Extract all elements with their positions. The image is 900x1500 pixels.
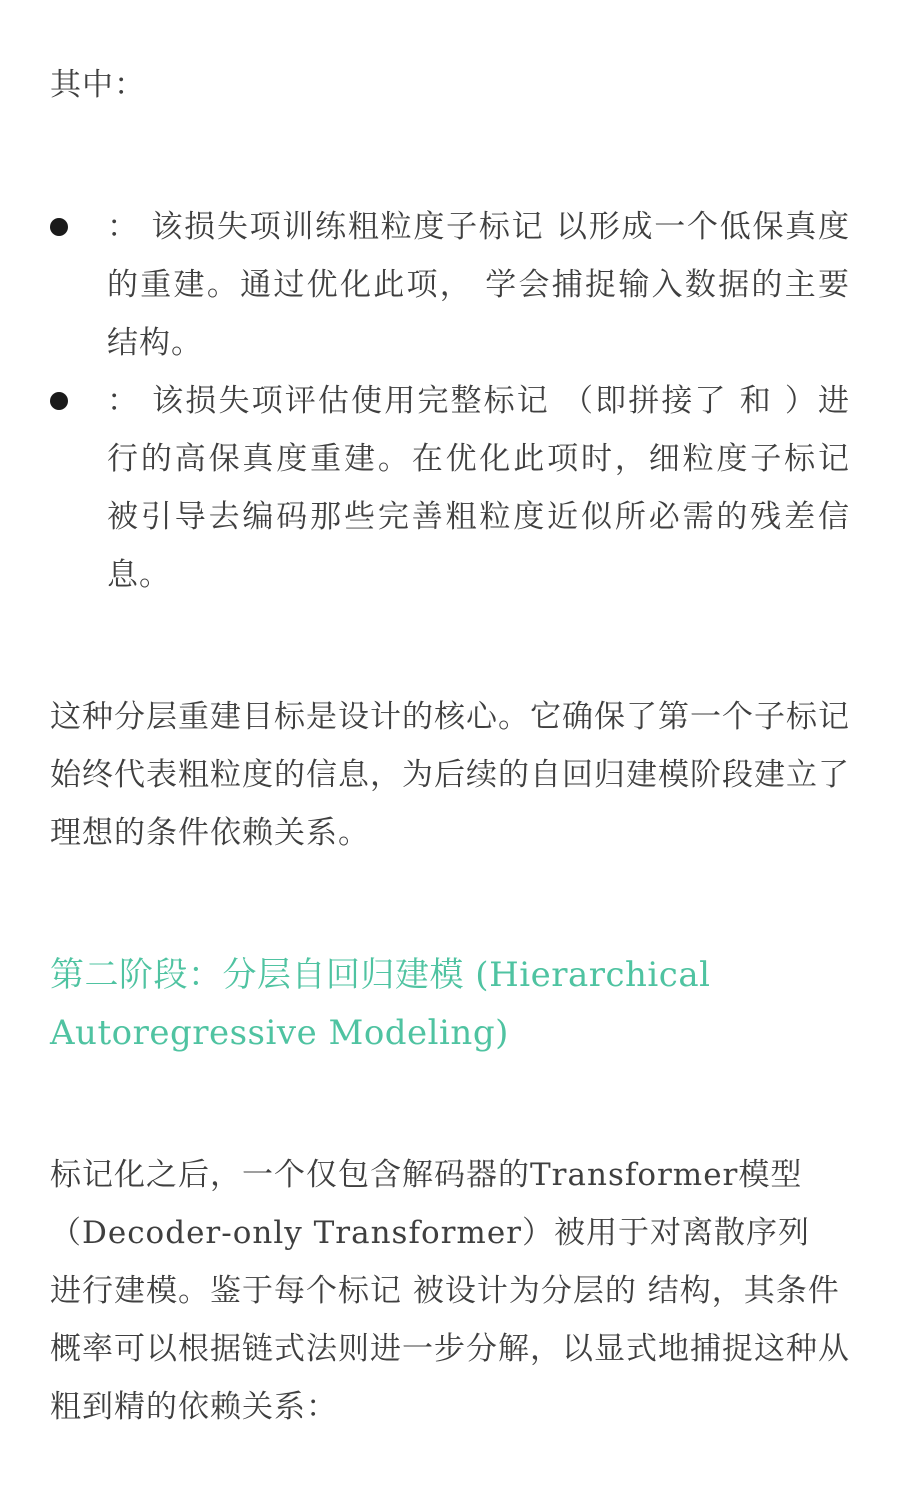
summary-paragraph: 这种分层重建目标是设计的核心。它确保了第一个子标记始终代表粗粒度的信息，为后续的自回归建模阶段建立了理想的条件依赖关系。 — [50, 699, 850, 851]
list-item — [50, 372, 850, 604]
bullet-dot-icon — [50, 392, 68, 410]
list-item-text: ： 该损失项训练粗粒度子标记 以形成一个低保真度的重建。通过优化此项， 学会捕捉输入数据的主要结构。 — [107, 209, 850, 361]
bullet-dot-icon — [50, 218, 68, 236]
section-heading: 第二阶段：分层自回归建模 (Hierarchical Autoregressive Modeling) — [50, 955, 711, 1053]
intro-text: 其中： — [50, 67, 146, 103]
list-item — [50, 198, 850, 372]
body-paragraph: 标记化之后，一个仅包含解码器的Transformer模型（Decoder-only Transformer）被用于对离散序列 进行建模。鉴于每个标记 被设计为分层的 结构，其条件概率可以根据链式法则进一步分解，以显式地捕捉这种从粗到精的依赖关系： — [50, 1157, 850, 1425]
list-item-text: ： 该损失项评估使用完整标记 （即拼接了 和 ）进行的高保真度重建。在优化此项时，细粒度子标记 被引导去编码那些完善粗粒度近似所必需的残差信息。 — [107, 383, 850, 593]
loss-term-list — [50, 198, 850, 604]
